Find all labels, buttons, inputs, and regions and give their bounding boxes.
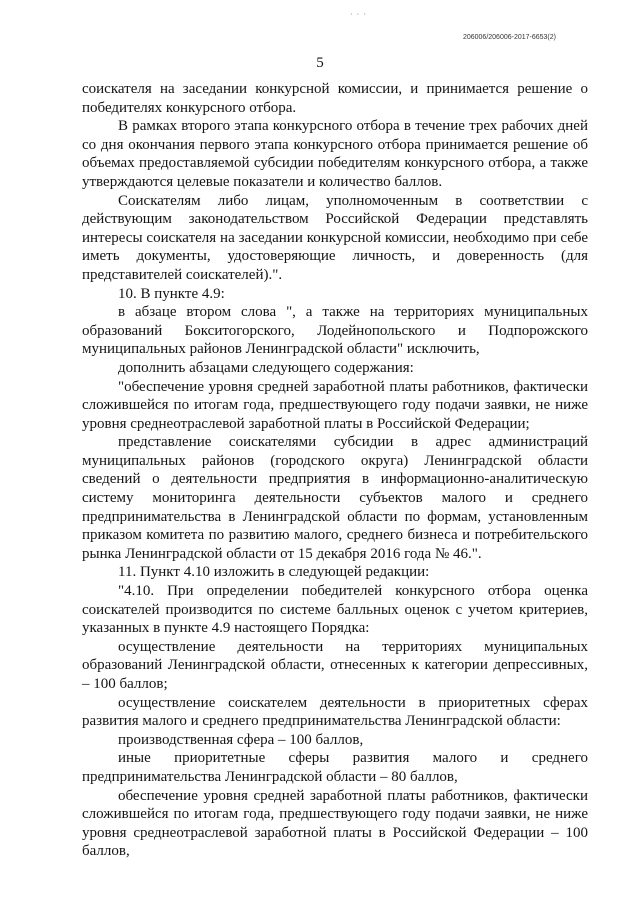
paragraph: 10. В пункте 4.9: xyxy=(118,285,225,302)
paragraph: представление соискателями субсидии в адрес администраций муниципальных районов (городского округа) Ленинградской области сведений о деятельности предприятия в информационно-аналитическую систему мониторинга деятельности субъектов малого и среднего предпринимательства в Ленинградской области по формам, установленным приказом комитета по развитию малого, среднего бизнеса и потребительского рынка Ленинградской области от 15 декабря 2016 года № 46.". xyxy=(82,434,588,562)
paragraph: 11. Пункт 4.10 изложить в следующей редакции: xyxy=(118,564,430,581)
paragraph: дополнить абзацами следующего содержания: xyxy=(118,359,414,376)
paragraph: "4.10. При определении победителей конкурсного отбора оценка соискателей производится по системе балльных оценок с учетом критериев, указанных в пункте 4.9 настоящего Порядка: xyxy=(82,583,588,637)
paragraph: иные приоритетные сферы развития малого и среднего предпринимательства Ленинградской области – 80 баллов, xyxy=(82,750,588,785)
document-id: 206006/206006-2017-6653(2) xyxy=(462,34,556,41)
paragraph: В рамках второго этапа конкурсного отбора в течение трех рабочих дней со дня окончания первого этапа конкурсного отбора принимается решение об объемах предоставляемой субсидии победителям конкурсного отбора, а также утверждаются целевые показатели и количество баллов. xyxy=(82,118,588,190)
page-number: 5 xyxy=(316,55,324,71)
paragraph: осуществление соискателем деятельности в приоритетных сферах развития малого и среднего предпринимательства Ленинградской области: xyxy=(82,694,588,730)
paragraph: соискателя на заседании конкурсной комиссии, и принимается решение о победителях конкурсного отбора. xyxy=(82,81,588,116)
paragraph: в абзаце втором слова ", а также на территориях муниципальных образований Бокситогорского, Лодейнопольского и Подпорожского муниципальных районов Ленинградской области" исключить, xyxy=(82,304,588,358)
scan-marks: · · · xyxy=(350,10,367,19)
paragraph: "обеспечение уровня средней заработной платы работников, фактически сложившейся по итогам года, предшествующего году подачи заявки, не ниже уровня среднеотраслевой заработной платы в Российской Федерации; xyxy=(82,378,588,432)
paragraph: производственная сфера – 100 баллов, xyxy=(118,731,364,748)
paragraph: Соискателям либо лицам, уполномоченным в соответствии с действующим законодательством Российской Федерации представлять интересы соискателя на заседании конкурсной комиссии, необходимо при себе иметь документы, удостоверяющие личность, и доверенность (для представителей соискателей).". xyxy=(82,192,588,283)
paragraph: осуществление деятельности на территориях муниципальных образований Ленинградской области, отнесенных к категории депрессивных, – 100 баллов; xyxy=(82,638,588,692)
document-body xyxy=(82,80,588,861)
paragraph: обеспечение уровня средней заработной платы работников, фактически сложившейся по итогам года, предшествующего году подачи заявки, не ниже уровня среднеотраслевой заработной платы в Российской Федерации – 100 баллов, xyxy=(82,787,588,860)
